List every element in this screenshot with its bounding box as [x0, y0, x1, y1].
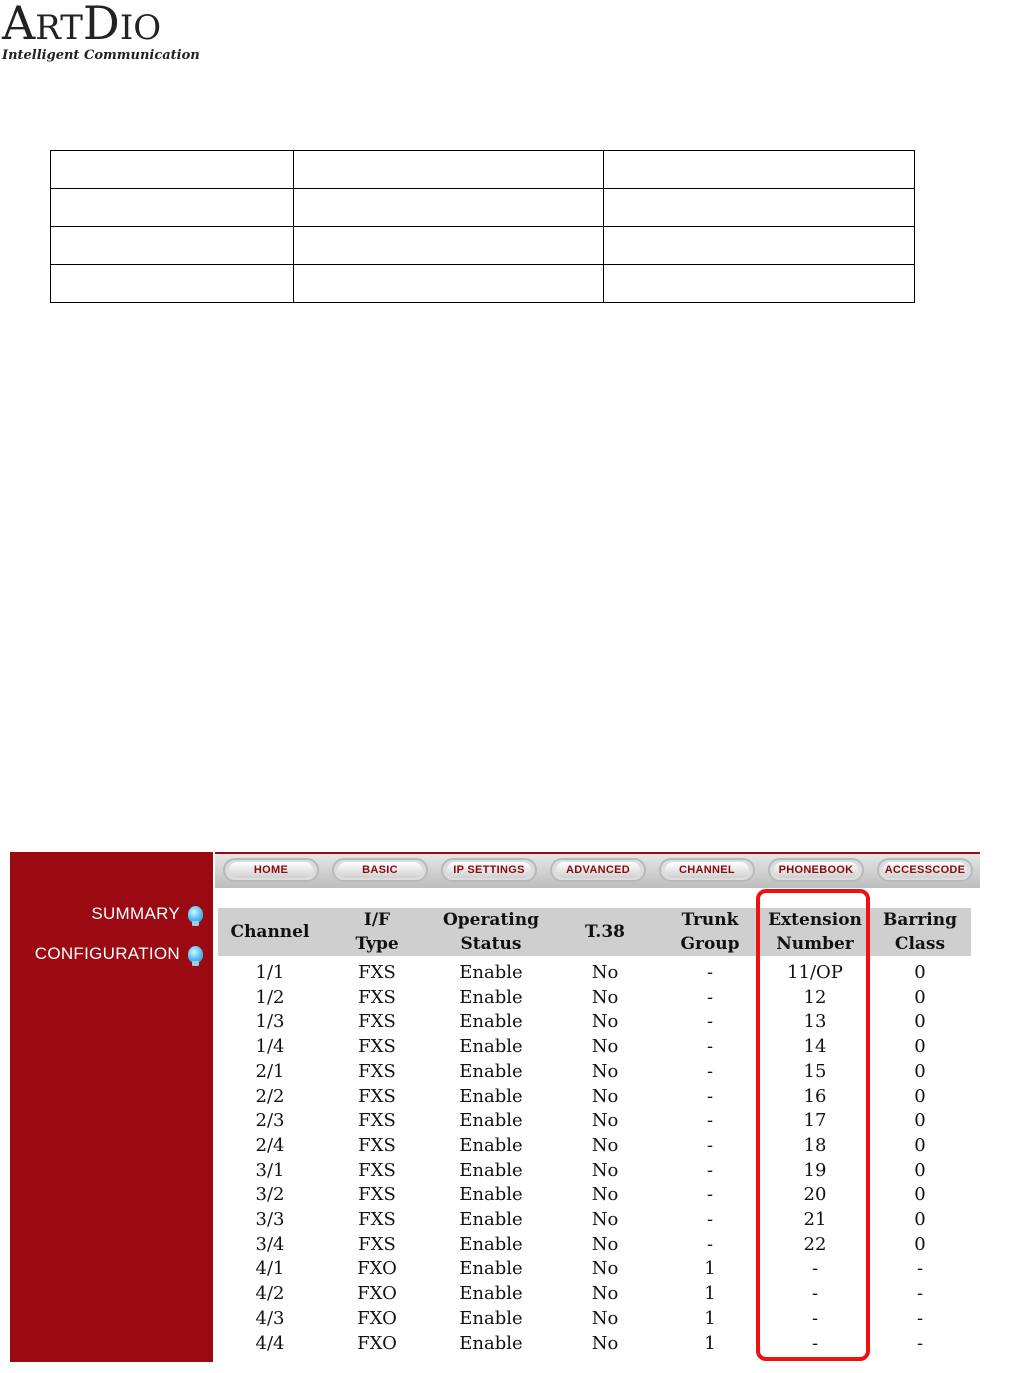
cell-operating-status: Enable [459, 1209, 523, 1230]
cell-operating-status: Enable [459, 1332, 523, 1354]
sidebar-item-summary[interactable] [91, 904, 203, 924]
cell-if-type: FXS [358, 1159, 396, 1181]
cell-if-type: FXO [357, 1258, 397, 1280]
table-row [218, 961, 971, 986]
tab-home[interactable] [223, 858, 319, 882]
cell-barring-class: 0 [914, 1060, 926, 1082]
cell-trunk-group: - [706, 1036, 714, 1058]
cell-if-type: FXS [358, 962, 396, 983]
cell-if-type: FXS [358, 1134, 396, 1156]
tab-advanced[interactable] [550, 858, 646, 882]
cell-if-type: FXS [358, 1209, 396, 1230]
cell-operating-status: Enable [459, 1307, 523, 1329]
cell-trunk-group: - [706, 986, 714, 1008]
cell-t38: No [591, 1283, 619, 1305]
cell-extension-number: 20 [803, 1184, 827, 1206]
cell-channel: 4/4 [255, 1332, 285, 1354]
cell-extension-number: 18 [803, 1134, 827, 1156]
cell-barring-class: 0 [914, 1159, 926, 1181]
tab-ip-settings[interactable] [441, 858, 537, 882]
cell-extension-number: 11/OP [787, 962, 843, 983]
tab-label: ACCESSCODE [884, 864, 966, 876]
cell-barring-class: 0 [914, 1036, 926, 1058]
sidebar-item-configuration[interactable] [35, 944, 203, 964]
cell-trunk-group: - [706, 1233, 714, 1255]
cell-barring-class: 0 [914, 1110, 926, 1132]
cell-operating-status: Enable [459, 1258, 523, 1280]
cell-t38: No [591, 1209, 619, 1230]
cell-channel: 2/4 [255, 1134, 285, 1156]
cell-channel: 3/3 [255, 1209, 285, 1230]
cell-if-type: FXS [358, 1011, 396, 1033]
tab-bar [215, 852, 980, 888]
cell-channel: 4/2 [255, 1283, 285, 1305]
cell-t38: No [591, 962, 619, 983]
cell-operating-status: Enable [459, 1283, 523, 1305]
cell-if-type: FXS [358, 1184, 396, 1206]
cell-channel: 4/3 [255, 1307, 285, 1329]
cell-t38: No [591, 1184, 619, 1206]
cell-trunk-group: 1 [704, 1332, 716, 1354]
cell-extension-number: - [811, 1258, 819, 1280]
table-row [218, 1134, 971, 1159]
cell-extension-number: - [811, 1307, 819, 1329]
header-if-type: I/F Type [355, 910, 399, 954]
tab-channel[interactable] [659, 858, 755, 882]
table-row [218, 1060, 971, 1085]
cell-extension-number: 13 [803, 1011, 827, 1033]
cell-channel: 4/1 [255, 1258, 285, 1280]
cell-t38: No [591, 1307, 619, 1329]
cell-trunk-group: 1 [704, 1258, 716, 1280]
tab-label: ADVANCED [556, 862, 640, 878]
cell-if-type: FXS [358, 1060, 396, 1082]
cell-trunk-group: 1 [704, 1307, 716, 1329]
tab-phonebook[interactable] [768, 858, 864, 882]
table-row [218, 1332, 971, 1357]
tab-accesscode[interactable] [877, 858, 973, 882]
cell-trunk-group: - [706, 1060, 714, 1082]
cell-operating-status: Enable [459, 962, 523, 983]
cell-barring-class: 0 [914, 1085, 926, 1107]
cell-extension-number: 21 [803, 1209, 827, 1230]
sidebar [10, 852, 213, 1362]
cell-operating-status: Enable [459, 986, 523, 1008]
header-extension-number: Extension Number [768, 910, 862, 954]
cell-barring-class: - [916, 1307, 924, 1329]
cell-if-type: FXS [358, 1085, 396, 1107]
cell-if-type: FXS [358, 1110, 396, 1132]
cell-t38: No [591, 1085, 619, 1107]
cell-trunk-group: - [706, 1209, 714, 1230]
cell-trunk-group: - [706, 1110, 714, 1132]
cell-operating-status: Enable [459, 1085, 523, 1107]
cell-extension-number: 12 [803, 986, 827, 1008]
cell-trunk-group: 1 [704, 1283, 716, 1305]
cell-trunk-group: - [706, 1011, 714, 1033]
table-row [218, 1010, 971, 1035]
cell-if-type: FXS [358, 986, 396, 1008]
cell-barring-class: - [916, 1332, 924, 1354]
cell-barring-class: 0 [914, 986, 926, 1008]
cell-operating-status: Enable [459, 1233, 523, 1255]
artdio-logo [2, 0, 202, 70]
gateway-web-ui [10, 852, 982, 1364]
cell-extension-number: 17 [803, 1110, 827, 1132]
cell-extension-number: - [811, 1283, 819, 1305]
empty-document-table [50, 150, 915, 303]
cell-trunk-group: - [706, 962, 714, 983]
cell-trunk-group: - [706, 1184, 714, 1206]
cell-t38: No [591, 1233, 619, 1255]
cell-operating-status: Enable [459, 1011, 523, 1033]
tab-label: IP SETTINGS [447, 862, 531, 878]
cell-t38: No [591, 1060, 619, 1082]
cell-extension-number: - [811, 1332, 819, 1354]
main-panel [215, 852, 982, 1364]
tab-label: BASIC [338, 862, 422, 878]
cell-barring-class: - [916, 1258, 924, 1280]
channel-table-header [218, 908, 971, 956]
cell-t38: No [591, 1258, 619, 1280]
table-row [218, 1282, 971, 1307]
table-row [218, 986, 971, 1011]
tab-label: HOME [229, 862, 313, 878]
cell-if-type: FXS [358, 1233, 396, 1255]
cell-extension-number: 22 [803, 1233, 827, 1255]
header-channel: Channel [230, 922, 310, 942]
cell-operating-status: Enable [459, 1184, 523, 1206]
cell-extension-number: 14 [803, 1036, 827, 1058]
table-row [218, 1257, 971, 1282]
cell-t38: No [591, 1134, 619, 1156]
cell-t38: No [591, 986, 619, 1008]
cell-trunk-group: - [706, 1085, 714, 1107]
cell-barring-class: 0 [914, 1184, 926, 1206]
cell-channel: 3/4 [255, 1233, 285, 1255]
cell-barring-class: 0 [914, 962, 926, 983]
cell-barring-class: 0 [914, 1134, 926, 1156]
cell-barring-class: 0 [914, 1011, 926, 1033]
cell-channel: 3/1 [255, 1159, 285, 1181]
table-row [218, 1208, 971, 1233]
table-row [218, 1035, 971, 1060]
cell-extension-number: 16 [803, 1085, 827, 1107]
cell-operating-status: Enable [459, 1159, 523, 1181]
tab-label: CHANNEL [665, 862, 749, 878]
cell-trunk-group: - [706, 1134, 714, 1156]
cell-if-type: FXO [357, 1307, 397, 1329]
cell-t38: No [591, 1036, 619, 1058]
cell-operating-status: Enable [459, 1134, 523, 1156]
sidebar-item-label: SUMMARY [91, 904, 180, 923]
cell-extension-number: 19 [803, 1159, 827, 1181]
cell-t38: No [591, 1011, 619, 1033]
header-operating-status: Operating Status [442, 910, 540, 954]
cell-channel: 1/2 [255, 986, 285, 1008]
logo-tagline: Intelligent Communication [2, 48, 200, 63]
table-row [218, 1109, 971, 1134]
cell-channel: 1/1 [255, 962, 285, 983]
cell-trunk-group: - [706, 1159, 714, 1181]
table-row [218, 1233, 971, 1258]
cell-channel: 2/1 [255, 1060, 285, 1082]
cell-t38: No [591, 1110, 619, 1132]
table-row [218, 1085, 971, 1110]
cell-operating-status: Enable [459, 1060, 523, 1082]
cell-channel: 2/3 [255, 1110, 285, 1132]
cell-if-type: FXS [358, 1036, 396, 1058]
cell-operating-status: Enable [459, 1110, 523, 1132]
sidebar-item-label: CONFIGURATION [34, 944, 180, 963]
cell-t38: No [591, 1332, 619, 1354]
cell-extension-number: 15 [803, 1060, 827, 1082]
tab-label: PHONEBOOK [774, 862, 858, 878]
cell-if-type: FXO [357, 1332, 397, 1354]
logo-wordmark: ARTDIO [2, 0, 162, 50]
cell-barring-class: - [916, 1283, 924, 1305]
bulb-icon [188, 946, 203, 963]
bulb-icon [188, 906, 203, 923]
table-row [218, 1183, 971, 1208]
table-row [218, 1159, 971, 1184]
header-t38: T.38 [584, 922, 626, 942]
table-row [218, 1307, 971, 1332]
cell-operating-status: Enable [459, 1036, 523, 1058]
cell-barring-class: 0 [914, 1233, 926, 1255]
cell-channel: 3/2 [255, 1184, 285, 1206]
cell-channel: 1/3 [255, 1011, 285, 1033]
header-barring-class: Barring Class [882, 910, 957, 954]
cell-if-type: FXO [357, 1283, 397, 1305]
cell-barring-class: 0 [914, 1209, 926, 1230]
tab-basic[interactable] [332, 858, 428, 882]
cell-channel: 1/4 [255, 1036, 285, 1058]
header-trunk-group: Trunk Group [680, 910, 740, 954]
cell-channel: 2/2 [255, 1085, 285, 1107]
cell-t38: No [591, 1159, 619, 1181]
